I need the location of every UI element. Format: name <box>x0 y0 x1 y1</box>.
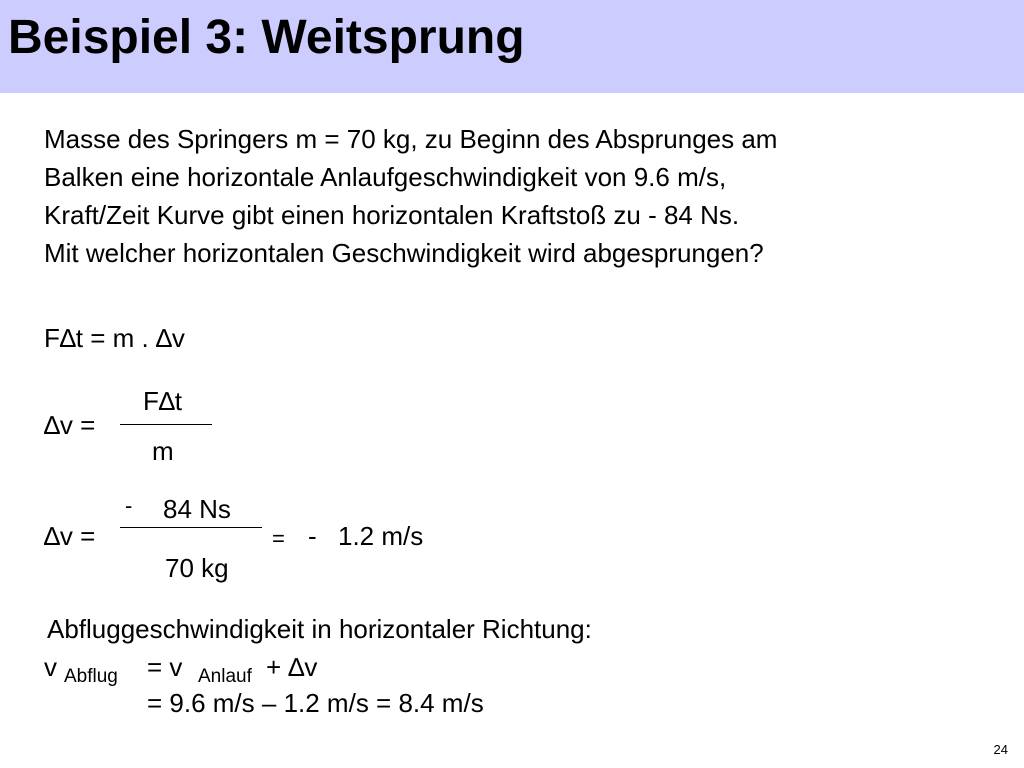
problem-line: Mit welcher horizontalen Geschwindigkeit wird abgesprungen? <box>44 238 764 268</box>
problem-line: Kraft/Zeit Kurve gibt einen horizontalen Kraftstoß zu - 84 Ns. <box>44 200 740 230</box>
calc-delta-v-label: ∆v = <box>44 521 96 551</box>
calc-equals-sign: = <box>272 526 285 551</box>
calc-numerator: 84 Ns <box>163 494 231 524</box>
problem-line: Balken eine horizontale Anlaufgeschwindigkeit von 9.6 m/s, <box>44 162 727 192</box>
fraction-numerator: F∆t <box>143 386 183 416</box>
delta-v-label: ∆v = <box>44 410 96 440</box>
fraction-bar <box>120 424 212 425</box>
page-number: 24 <box>993 742 1008 757</box>
v-anlauf-subscript: Anlauf <box>198 666 252 687</box>
equation-line-1-prefix: = v <box>147 652 183 682</box>
slide-title: Beispiel 3: Weitsprung <box>8 11 525 64</box>
calc-denominator: 70 kg <box>165 553 229 583</box>
problem-line: Masse des Springers m = 70 kg, zu Beginn des Absprunges am <box>44 124 778 154</box>
v-abflug-symbol: v <box>44 652 57 682</box>
answer-heading: Abfluggeschwindigkeit in horizontaler Richtung: <box>47 614 592 644</box>
impulse-formula: F∆t = m . ∆v <box>44 323 185 353</box>
v-abflug-subscript: Abflug <box>64 666 118 687</box>
calc-fraction-bar <box>120 527 262 528</box>
numerator-minus-sign: - <box>125 493 133 518</box>
fraction-denominator: m <box>152 436 174 466</box>
result-minus-sign: - <box>308 521 317 551</box>
equation-line-2: = 9.6 m/s – 1.2 m/s = 8.4 m/s <box>147 688 484 718</box>
equation-line-1-suffix: + ∆v <box>266 652 318 682</box>
title-bar <box>0 0 1024 93</box>
calc-result: 1.2 m/s <box>338 521 424 551</box>
problem-text <box>44 120 777 272</box>
